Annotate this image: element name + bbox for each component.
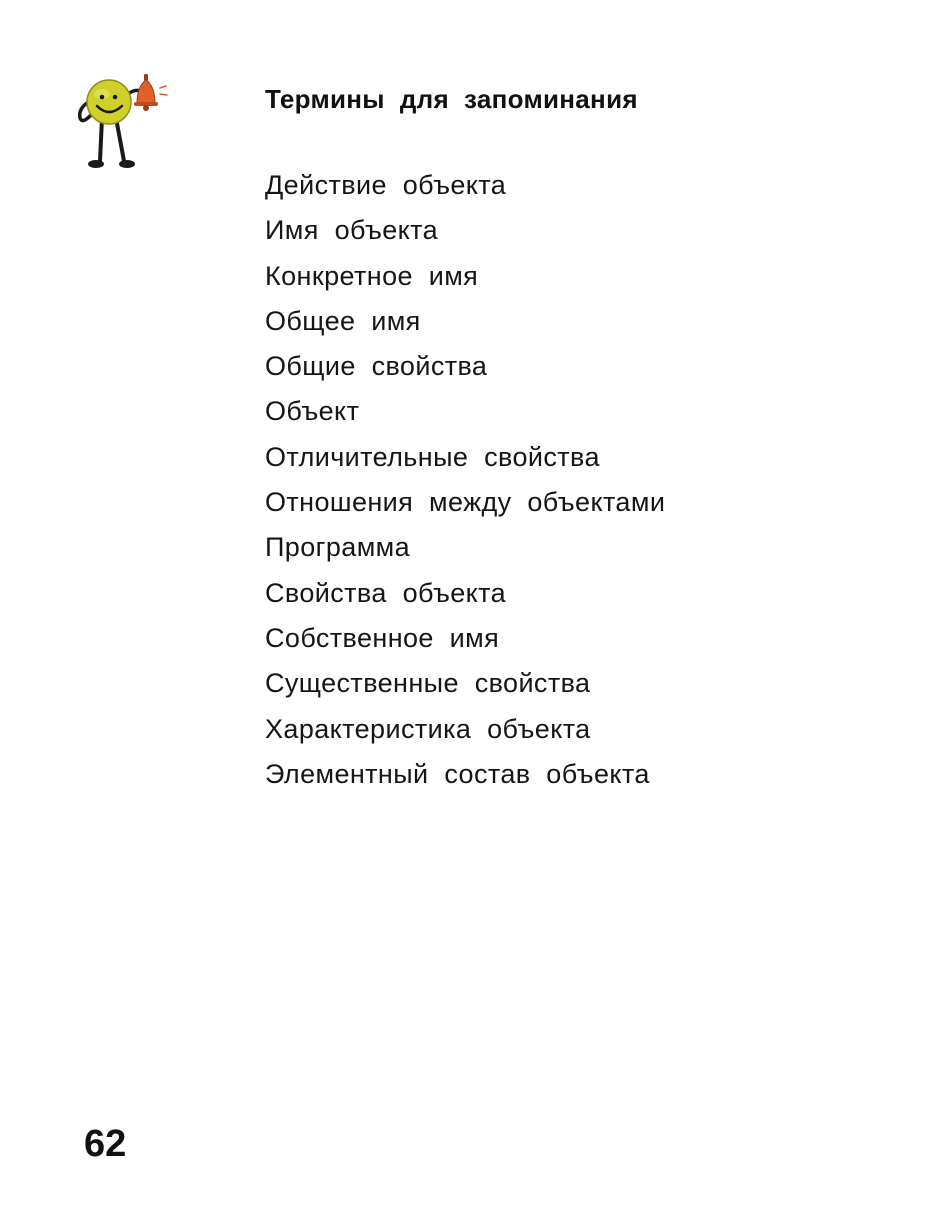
term-item: Элементный состав объекта — [265, 758, 650, 789]
page-number: 62 — [84, 1123, 127, 1165]
term-item: Характеристика объекта — [265, 713, 591, 744]
term-item: Программа — [265, 532, 411, 563]
term-item: Общее имя — [265, 305, 421, 336]
term-item: Отношения между объектами — [265, 487, 666, 518]
page-title: Термины для запоминания — [265, 84, 638, 114]
term-item: Свойства объекта — [265, 577, 507, 608]
term-item: Действие объекта — [265, 170, 507, 200]
term-item: Собственное имя — [265, 622, 500, 653]
term-item: Имя объекта — [265, 215, 439, 246]
term-item: Конкретное имя — [265, 260, 479, 291]
term-item: Общие свойства — [265, 351, 488, 382]
term-item: Отличительные свойства — [265, 441, 600, 472]
term-item: Существенные свойства — [265, 668, 591, 699]
term-item: Объект — [265, 396, 360, 427]
smiley-bell-mascot-icon — [72, 66, 172, 178]
terms-list — [265, 163, 665, 797]
